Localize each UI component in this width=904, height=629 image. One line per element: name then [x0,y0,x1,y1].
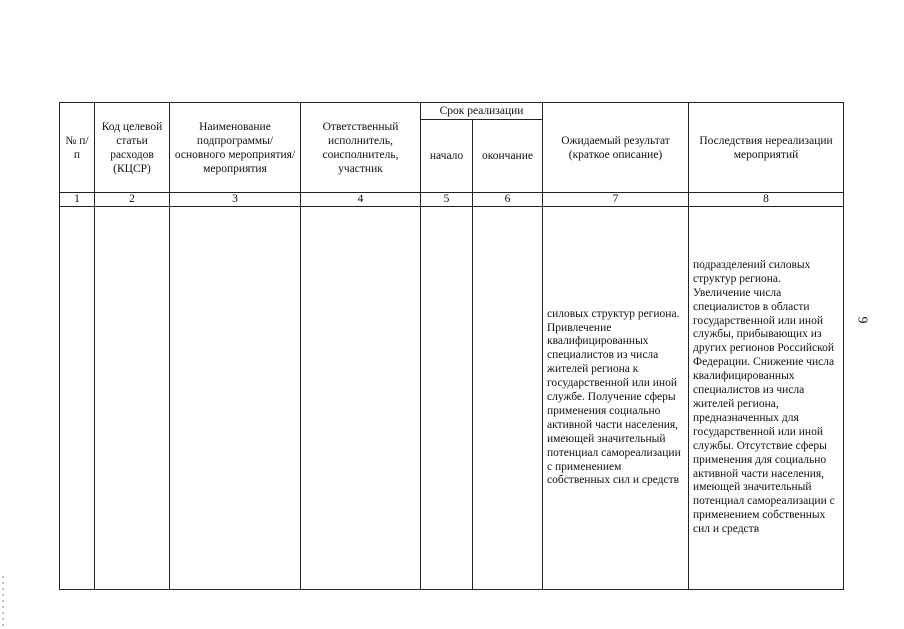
header-code: Код целевой статьи расходов (КЦСР) [95,103,170,193]
column-number: 5 [421,193,473,207]
header-row-top [60,103,844,120]
table-row [60,207,844,590]
cell-end [473,207,543,590]
header-start: начало [421,120,473,193]
column-number: 6 [473,193,543,207]
header-consequences: Последствия нереализации мероприятий [689,103,844,193]
column-number: 2 [95,193,170,207]
column-number: 1 [60,193,95,207]
cell-result: силовых структур региона. Привлечение квалифицированных специалистов из числа жителей региона к государственной или иной службе. Получение сферы применения социально активной части населения, имеющей значительный потенциал самореализации с применением собственных сил и средств [543,207,689,590]
column-number-row [60,193,844,207]
program-table [59,102,844,590]
cell-no [60,207,95,590]
column-number: 3 [170,193,301,207]
cell-name [170,207,301,590]
column-number: 4 [301,193,421,207]
header-end: окончание [473,120,543,193]
cell-responsible [301,207,421,590]
page-number: 9 [854,316,870,324]
header-no: № п/п [60,103,95,193]
cell-consequences: подразделений силовых структур региона. Увеличение числа специалистов в области государственной или иной службы, прибывающих из других регионов Российской Федерации. Снижение числа квалифицированных специалистов из числа жителей региона, предназначенных для государственной или иной службы. Отсутствие сферы применения для социально активной части населения, имеющей значительный потенциал самореализации с применением собственных сил и средств [689,207,844,590]
scan-edge-mark [2,576,4,626]
header-period: Срок реализации [421,103,543,120]
header-name: Наименование подпрограммы/ основного мероприятия/ мероприятия [170,103,301,193]
cell-code [95,207,170,590]
column-number: 7 [543,193,689,207]
column-number: 8 [689,193,844,207]
cell-start [421,207,473,590]
header-responsible: Ответственный исполнитель, соисполнитель, участник [301,103,421,193]
header-result: Ожидаемый результат (краткое описание) [543,103,689,193]
